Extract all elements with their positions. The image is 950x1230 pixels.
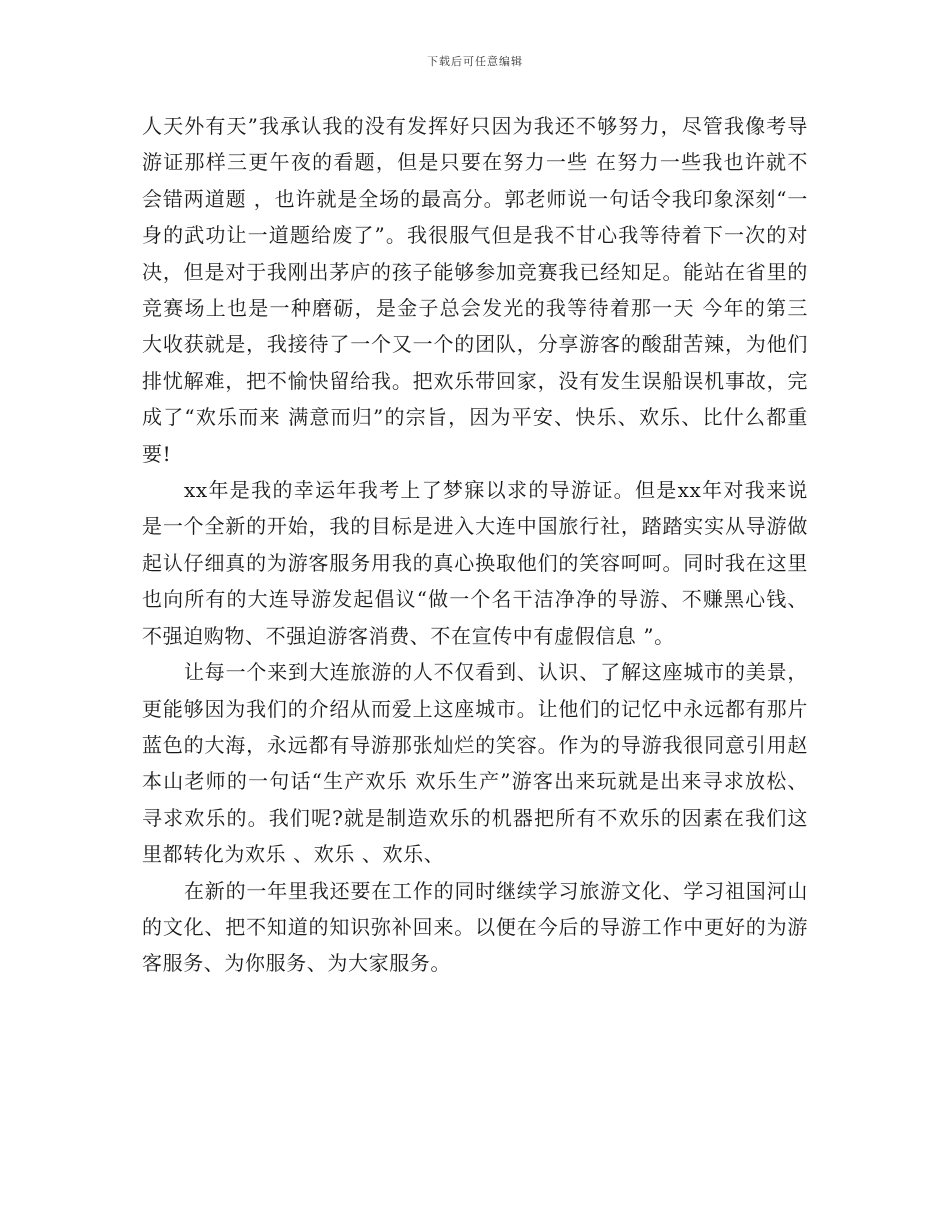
paragraph-4: 在新的一年里我还要在工作的同时继续学习旅游文化、学习祖国河山的文化、把不知道的知识弥补回来。以便在今后的导游工作中更好的为游客服务、为你服务、为大家服务。 bbox=[142, 878, 808, 976]
paragraph-1: 人天外有天”我承认我的没有发挥好只因为我还不够努力，尽管我像考导游证那样三更午夜的看题，但是只要在努力一些 在努力一些我也许就不会错两道题 ，也许就是全场的最高分。郭老师说一句话令我印象深刻“一身的武功让一道题给废了”。我很服气但是我不甘心我等待着下一次的对决，但是对于我刚出茅庐的孩子能够参加竞赛我已经知足。能站在省里的竞赛场上也是一种磨砺，是金子总会发光的我等待着那一天 今年的第三大收获就是，我接待了一个又一个的团队，分享游客的酸甜苦辣，为他们排忧解难，把不愉快留给我。把欢乐带回家，没有发生误船误机事故，完成了“欢乐而来 满意而归”的宗旨，因为平安、快乐、欢乐、比什么都重要! bbox=[142, 114, 808, 466]
document-body bbox=[142, 108, 808, 982]
paragraph-2: xx年是我的幸运年我考上了梦寐以求的导游证。但是xx年对我来说是一个全新的开始，我的目标是进入大连中国旅行社，踏踏实实从导游做起认仔细真的为游客服务用我的真心换取他们的笑容呵呵。同时我在这里也向所有的大连导游发起倡议“做一个名干洁净净的导游、不赚黑心钱、不强迫购物、不强迫游客消费、不在宣传中有虚假信息 ”。 bbox=[142, 478, 808, 648]
paragraph-3: 让每一个来到大连旅游的人不仅看到、认识、了解这座城市的美景，更能够因为我们的介绍从而爱上这座城市。让他们的记忆中永远都有那片蓝色的大海，永远都有导游那张灿烂的笑容。作为的导游我很同意引用赵本山老师的一句话“生产欢乐 欢乐生产”游客出来玩就是出来寻求放松、寻求欢乐的。我们呢?就是制造欢乐的机器把所有不欢乐的因素在我们这里都转化为欢乐 、欢乐 、欢乐、 bbox=[142, 660, 808, 867]
page-header: 下载后可任意编辑 bbox=[427, 55, 523, 68]
